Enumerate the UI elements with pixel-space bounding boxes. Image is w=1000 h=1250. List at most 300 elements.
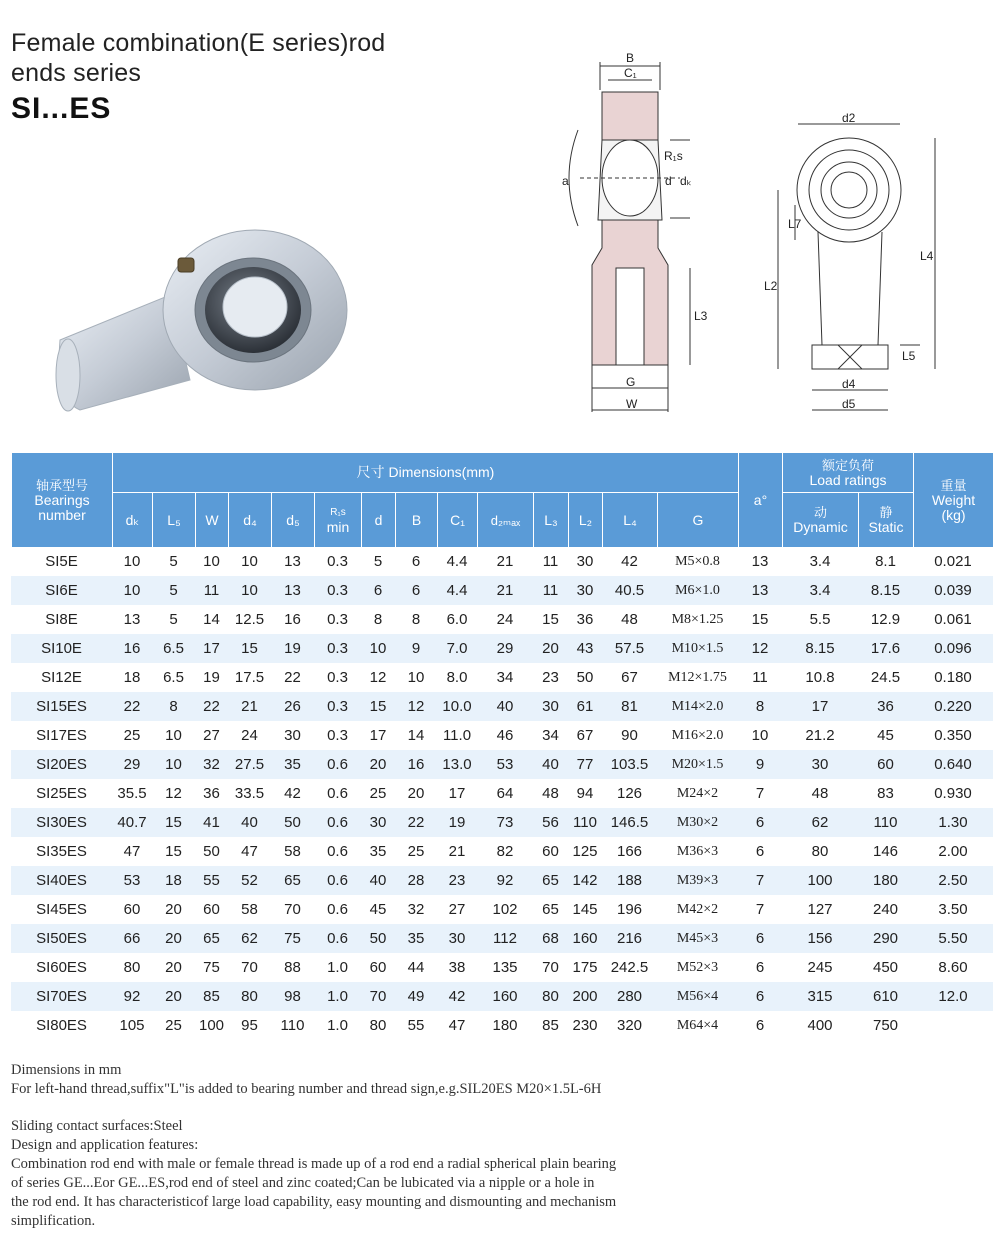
table-cell: 6 — [738, 924, 782, 953]
col-g: G — [657, 492, 738, 547]
table-cell: 30 — [361, 808, 395, 837]
col-l4: L₄ — [602, 492, 657, 547]
table-cell: 50 — [361, 924, 395, 953]
table-cell: 34 — [542, 727, 559, 744]
page-title — [11, 28, 385, 88]
table-cell: 188 — [602, 866, 657, 895]
table-cell: 29 — [112, 750, 152, 779]
table-cell: 315 — [782, 982, 858, 1011]
table-cell: SI25ES — [36, 785, 87, 802]
label-a: a — [562, 174, 569, 188]
table-row — [11, 721, 993, 750]
table-cell: 4.4 — [446, 553, 468, 570]
table-cell: 30 — [437, 924, 477, 953]
table-cell: 1.0 — [327, 1017, 348, 1034]
label-d5: d5 — [842, 397, 856, 411]
table-cell: 16 — [112, 634, 152, 663]
table-cell: 19 — [203, 669, 220, 686]
table-cell: 24 — [241, 727, 258, 744]
table-cell: 65 — [271, 866, 314, 895]
table-cell: 10 — [228, 576, 271, 605]
label-l5: L5 — [902, 349, 916, 363]
table-cell: 9 — [395, 634, 437, 663]
table-cell: 65 — [542, 901, 559, 918]
table-cell: 12.5 — [234, 611, 265, 628]
table-cell: 30 — [533, 692, 568, 721]
table-cell: 22 — [395, 808, 437, 837]
table-cell: 0.3 — [314, 576, 361, 605]
table-cell: 125 — [572, 843, 598, 860]
table-row — [11, 1011, 993, 1040]
table-cell: 8 — [738, 692, 782, 721]
table-cell: 2.50 — [913, 866, 993, 895]
table-row — [11, 808, 993, 837]
table-cell: 13 — [284, 553, 301, 570]
table-cell: 0.039 — [913, 576, 993, 605]
table-cell: 166 — [616, 843, 643, 860]
table-cell: 95 — [241, 1017, 258, 1034]
table-cell: 80 — [811, 843, 829, 860]
table-cell: 11 — [752, 669, 768, 686]
table-cell: 62 — [228, 924, 271, 953]
table-cell: 0.3 — [314, 634, 361, 663]
table-cell: 90 — [621, 727, 638, 744]
label-d2: d2 — [842, 111, 856, 125]
table-cell: 0.640 — [913, 750, 993, 779]
table-cell: 47 — [448, 1017, 466, 1034]
table-cell: 20 — [152, 924, 195, 953]
table-cell: 75 — [271, 924, 314, 953]
table-cell: SI70ES — [11, 982, 112, 1011]
table-row — [11, 576, 993, 605]
table-cell: 242.5 — [610, 959, 649, 976]
table-row — [11, 866, 993, 895]
table-cell: 112 — [477, 924, 533, 953]
table-cell: 45 — [877, 727, 894, 744]
table-cell: 142 — [568, 866, 602, 895]
table-cell: 3.50 — [938, 901, 968, 918]
table-cell: 240 — [872, 901, 899, 918]
col-static: 静 Static — [858, 492, 913, 547]
table-cell: 156 — [782, 924, 858, 953]
table-row — [11, 837, 993, 866]
table-cell: 4.4 — [437, 576, 477, 605]
table-cell: 27 — [448, 901, 466, 918]
table-cell: 25 — [407, 843, 425, 860]
table-cell: SI6E — [11, 576, 112, 605]
table-cell: 0.3 — [327, 611, 348, 628]
table-cell: 25 — [165, 1017, 182, 1034]
table-cell: 245 — [807, 959, 833, 976]
table-cell: M56×4 — [657, 982, 738, 1011]
table-cell: 17.5 — [234, 669, 265, 686]
table-cell: 6 — [738, 808, 782, 837]
table-row — [11, 779, 993, 808]
table-cell: 175 — [572, 959, 598, 976]
col-l2: L₂ — [568, 492, 602, 547]
table-cell: 40 — [361, 866, 395, 895]
table-row — [11, 634, 993, 663]
table-cell: 30 — [284, 727, 301, 744]
table-cell: 10 — [152, 750, 195, 779]
note-description-1: Combination rod end with male or female thread is made up of a rod end a radial spherical plain bearing — [11, 1156, 617, 1172]
rod-end-photo — [50, 225, 350, 425]
table-cell: 35 — [395, 924, 437, 953]
table-cell: 70 — [542, 959, 559, 976]
note-description-4: simplification. — [11, 1213, 96, 1229]
table-cell: 70 — [241, 959, 258, 976]
table-cell: 180 — [858, 866, 913, 895]
table-cell: SI15ES — [11, 692, 112, 721]
table-cell: M64×4 — [676, 1017, 719, 1033]
table-cell: 10 — [407, 669, 425, 686]
table-cell: SI60ES — [36, 959, 87, 976]
table-cell: 98 — [271, 982, 314, 1011]
table-cell: 34 — [496, 669, 514, 686]
table-cell: 20 — [152, 982, 195, 1011]
table-cell: 5 — [152, 576, 195, 605]
table-cell: 13.0 — [437, 750, 477, 779]
table-row — [11, 895, 993, 924]
table-cell: SI5E — [45, 553, 78, 570]
table-cell: 32 — [407, 901, 425, 918]
table-row — [11, 692, 993, 721]
table-cell: M6×1.0 — [657, 576, 738, 605]
table-cell: 57.5 — [602, 634, 657, 663]
table-cell: 23 — [437, 866, 477, 895]
table-cell: 83 — [877, 785, 894, 802]
table-cell: 5 — [169, 611, 178, 628]
table-cell: SI20ES — [11, 750, 112, 779]
table-cell: 750 — [872, 1017, 899, 1034]
table-cell: 320 — [616, 1017, 643, 1034]
table-cell: 53 — [477, 750, 533, 779]
table-cell: M20×1.5 — [657, 750, 738, 779]
table-cell: 25 — [123, 727, 141, 744]
table-cell: 36 — [858, 692, 913, 721]
load-ratings-header: 额定负荷 Load ratings — [782, 452, 913, 492]
table-cell: 15 — [165, 843, 182, 860]
table-cell: 46 — [496, 727, 514, 744]
note-description-2: of series GE...Eor GE...ES,rod end of steel and zinc coated;Can be lubicated via a nipple or a hole in — [11, 1175, 595, 1191]
series-model: SI...ES — [11, 92, 112, 125]
table-cell: 15 — [542, 611, 559, 628]
table-cell: 8 — [373, 611, 383, 628]
table-cell: 0.6 — [327, 901, 348, 918]
table-cell: 82 — [496, 843, 514, 860]
table-cell: 12.0 — [913, 982, 993, 1011]
table-cell: 41 — [195, 808, 228, 837]
table-cell: 6 — [738, 982, 782, 1011]
table-cell: M45×3 — [657, 924, 738, 953]
table-cell: 13 — [738, 576, 782, 605]
table-cell: 0.6 — [314, 808, 361, 837]
table-cell: 25 — [369, 785, 387, 802]
col-d: d — [361, 492, 395, 547]
table-cell: 22 — [112, 692, 152, 721]
table-cell: 49 — [395, 982, 437, 1011]
table-cell: 12 — [395, 692, 437, 721]
table-cell: 102 — [492, 901, 518, 918]
table-cell: 110 — [280, 1017, 305, 1034]
table-cell: 65 — [533, 866, 568, 895]
table-cell: 0.6 — [314, 750, 361, 779]
table-cell: M16×2.0 — [671, 727, 724, 743]
table-cell: 7 — [755, 785, 765, 802]
table-cell: 0.6 — [327, 785, 348, 802]
table-cell: 66 — [112, 924, 152, 953]
dimensions-header: 尺寸 Dimensions(mm) — [112, 452, 738, 492]
label-l2: L2 — [764, 279, 778, 293]
table-cell: SI10E — [11, 634, 112, 663]
col-d2max: d₂ₘₐₓ — [477, 492, 533, 547]
table-cell: 0.220 — [913, 692, 993, 721]
table-cell: 35 — [369, 843, 387, 860]
table-cell: 67 — [621, 669, 638, 686]
label-l3: L3 — [694, 309, 708, 323]
table-cell: 48 — [621, 611, 638, 628]
table-cell: 64 — [496, 785, 514, 802]
table-cell: SI80ES — [36, 1017, 87, 1034]
table-cell: 100 — [782, 866, 858, 895]
table-cell: 10 — [241, 553, 258, 570]
table-cell: 60 — [858, 750, 913, 779]
table-cell: 21.2 — [805, 727, 835, 744]
table-cell: 6 — [755, 959, 765, 976]
table-cell: 58 — [284, 843, 301, 860]
table-cell: 19 — [271, 634, 314, 663]
table-row — [11, 605, 993, 634]
table-cell: 6.5 — [152, 634, 195, 663]
table-cell: 68 — [533, 924, 568, 953]
table-cell: 35.5 — [117, 785, 147, 802]
table-cell: 16 — [395, 750, 437, 779]
table-cell: 22 — [284, 669, 301, 686]
col-d4: d₄ — [228, 492, 271, 547]
table-cell: 52 — [228, 866, 271, 895]
table-cell: 110 — [568, 808, 602, 837]
table-cell: 11 — [542, 553, 559, 570]
table-cell: 27.5 — [228, 750, 271, 779]
table-cell: 88 — [284, 959, 301, 976]
table-cell: 40.7 — [112, 808, 152, 837]
table-cell: 10 — [112, 576, 152, 605]
weight-header: 重量 Weight (kg) — [913, 452, 993, 547]
table-cell: 8 — [411, 611, 421, 628]
table-cell: 55 — [407, 1017, 425, 1034]
table-cell: 15 — [228, 634, 271, 663]
table-cell: 20 — [165, 959, 182, 976]
table-cell: 38 — [448, 959, 466, 976]
table-cell: 60 — [123, 901, 141, 918]
table-cell: 160 — [477, 982, 533, 1011]
table-cell: 10 — [165, 727, 182, 744]
table-cell: 17.6 — [858, 634, 913, 663]
table-cell: 8.0 — [446, 669, 468, 686]
table-cell: 20 — [533, 634, 568, 663]
table-cell: 610 — [858, 982, 913, 1011]
table-cell: 0.061 — [934, 611, 972, 628]
table-cell: SI8E — [45, 611, 78, 628]
table-cell: 13 — [123, 611, 141, 628]
table-cell: SI35ES — [36, 843, 87, 860]
table-cell: 42 — [437, 982, 477, 1011]
table-cell: 7 — [755, 901, 765, 918]
note-sliding-surfaces: Sliding contact surfaces:Steel — [11, 1118, 183, 1134]
table-cell: 17 — [369, 727, 387, 744]
table-cell: 32 — [195, 750, 228, 779]
table-cell: 6.0 — [446, 611, 468, 628]
table-cell: 15 — [751, 611, 769, 628]
col-r1s-min: R₁s min — [314, 492, 361, 547]
table-cell: 47 — [123, 843, 141, 860]
table-cell: 80 — [369, 1017, 387, 1034]
table-cell: 42 — [621, 553, 638, 570]
table-cell: SI45ES — [36, 901, 87, 918]
table-cell: 450 — [872, 959, 899, 976]
table-cell: 145 — [572, 901, 598, 918]
table-cell: 8.60 — [938, 959, 968, 976]
table-row — [11, 663, 993, 692]
table-cell: 15 — [152, 808, 195, 837]
table-cell: 56 — [533, 808, 568, 837]
table-cell: 6.5 — [163, 669, 184, 686]
table-cell: 0.6 — [327, 843, 348, 860]
table-cell: 6 — [361, 576, 395, 605]
col-dynamic: 动 Dynamic — [782, 492, 858, 547]
table-cell: 92 — [112, 982, 152, 1011]
notes — [11, 1061, 771, 1231]
table-cell: 42 — [284, 785, 301, 802]
table-cell: 62 — [782, 808, 858, 837]
table-cell: 290 — [858, 924, 913, 953]
table-cell: 5 — [169, 553, 178, 570]
table-cell: 7.0 — [437, 634, 477, 663]
table-cell: 60 — [369, 959, 387, 976]
note-units: Dimensions in mm — [11, 1062, 122, 1078]
table-cell: SI50ES — [11, 924, 112, 953]
col-w: W — [195, 492, 228, 547]
table-cell: 30 — [568, 576, 602, 605]
table-cell: 1.30 — [913, 808, 993, 837]
col-b: B — [395, 492, 437, 547]
col-d5: d₅ — [271, 492, 314, 547]
table-cell: 10.0 — [437, 692, 477, 721]
table-cell: 28 — [395, 866, 437, 895]
table-cell: 200 — [568, 982, 602, 1011]
table-cell: M30×2 — [657, 808, 738, 837]
table-cell: M36×3 — [676, 843, 719, 859]
table-cell: 3.4 — [782, 576, 858, 605]
table-cell: 6 — [755, 1017, 765, 1034]
col-dk: dₖ — [112, 492, 152, 547]
table-cell: M14×2.0 — [657, 692, 738, 721]
alpha-header: a° — [738, 452, 782, 547]
table-cell: 0.3 — [327, 727, 348, 744]
col-c1: C₁ — [437, 492, 477, 547]
table-cell: 7 — [738, 866, 782, 895]
table-cell: 85 — [195, 982, 228, 1011]
table-cell: 30 — [576, 553, 594, 570]
table-cell: 6 — [755, 843, 765, 860]
table-cell — [913, 1011, 993, 1040]
table-cell: 11 — [533, 576, 568, 605]
table-cell: 21 — [228, 692, 271, 721]
table-row — [11, 953, 993, 982]
table-cell: 40 — [228, 808, 271, 837]
table-cell: 3.4 — [809, 553, 831, 570]
table-cell: 180 — [492, 1017, 518, 1034]
label-b: B — [626, 51, 635, 65]
table-cell: 36 — [203, 785, 220, 802]
table-cell: 48 — [542, 785, 559, 802]
table-cell: 10.8 — [805, 669, 835, 686]
table-cell: 20 — [407, 785, 425, 802]
table-cell: 127 — [807, 901, 833, 918]
table-cell: 6 — [395, 576, 437, 605]
table-cell: SI12E — [41, 669, 82, 686]
label-c1: C₁ — [624, 66, 637, 80]
table-cell: 17 — [448, 785, 466, 802]
table-cell: M12×1.75 — [668, 669, 727, 685]
table-cell: 50 — [576, 669, 594, 686]
table-cell: M8×1.25 — [671, 611, 724, 627]
table-cell: SI17ES — [36, 727, 87, 744]
table-cell: M39×3 — [657, 866, 738, 895]
table-cell: 55 — [195, 866, 228, 895]
label-dk: dₖ — [680, 174, 692, 188]
table-cell: SI30ES — [11, 808, 112, 837]
table-cell: 6 — [411, 553, 421, 570]
table-cell: 16 — [284, 611, 301, 628]
label-l7: L7 — [788, 217, 802, 231]
table-cell: 14 — [203, 611, 220, 628]
table-cell: 18 — [123, 669, 141, 686]
table-cell: M24×2 — [676, 785, 719, 801]
table-cell: 26 — [271, 692, 314, 721]
table-cell: 0.350 — [934, 727, 972, 744]
specifications-table — [11, 452, 993, 1040]
col-l3: L₃ — [533, 492, 568, 547]
table-cell: 22 — [195, 692, 228, 721]
table-cell: M10×1.5 — [657, 634, 738, 663]
table-cell: 0.930 — [934, 785, 972, 802]
front-view-diagram — [760, 110, 960, 420]
table-cell: 73 — [477, 808, 533, 837]
table-cell: 50 — [203, 843, 220, 860]
table-cell: 17 — [782, 692, 858, 721]
table-cell: 0.096 — [913, 634, 993, 663]
table-cell: 24.5 — [870, 669, 901, 686]
table-cell: 230 — [572, 1017, 598, 1034]
table-cell: 126 — [616, 785, 643, 802]
table-cell: 60 — [203, 901, 220, 918]
table-cell: 35 — [271, 750, 314, 779]
table-cell: 81 — [602, 692, 657, 721]
table-cell: 40.5 — [602, 576, 657, 605]
table-cell: 100 — [198, 1017, 225, 1034]
table-cell: 70 — [361, 982, 395, 1011]
table-cell: 12 — [738, 634, 782, 663]
table-cell: 15 — [361, 692, 395, 721]
table-cell: 5.5 — [809, 611, 831, 628]
table-cell: 45 — [369, 901, 387, 918]
table-cell: 40 — [533, 750, 568, 779]
col-l5: L₅ — [152, 492, 195, 547]
table-cell: 135 — [492, 959, 518, 976]
table-cell: 50 — [271, 808, 314, 837]
table-cell: 21 — [496, 553, 514, 570]
